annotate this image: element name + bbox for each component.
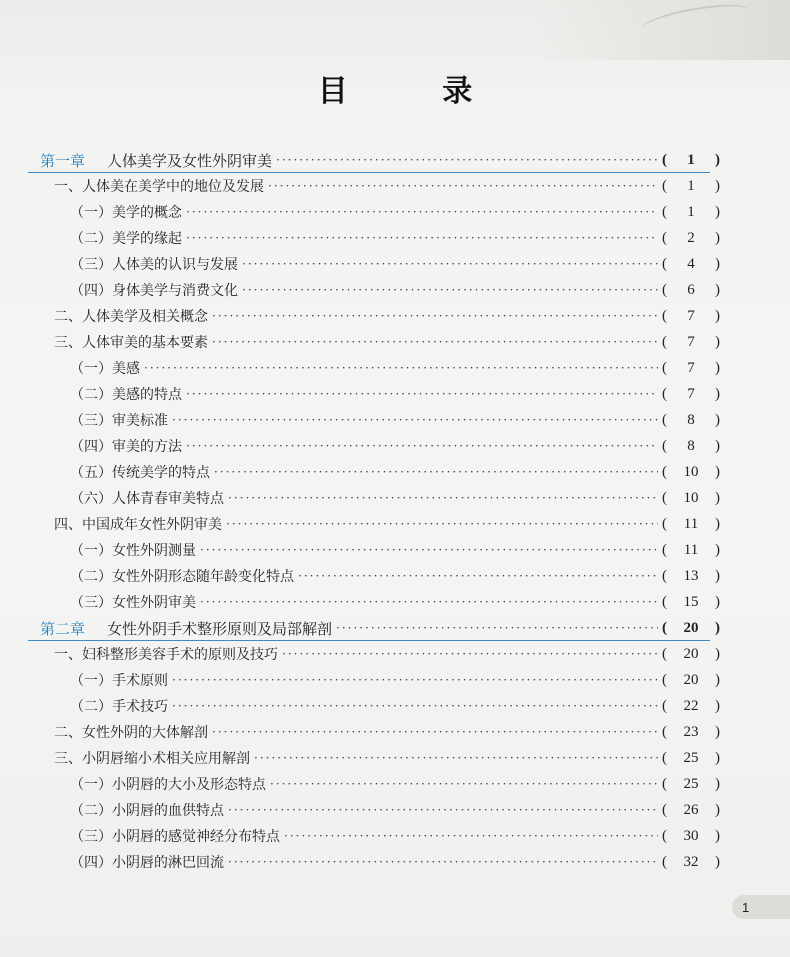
page-value: 10 bbox=[683, 489, 699, 506]
dot-leader bbox=[172, 413, 658, 427]
toc-subsection-entry[interactable] bbox=[70, 826, 720, 846]
toc-subsection-entry[interactable] bbox=[70, 384, 720, 404]
page-value: 11 bbox=[683, 541, 699, 558]
toc-subsection-entry[interactable] bbox=[70, 436, 720, 456]
page-value: 13 bbox=[683, 567, 699, 584]
toc-entry-label: 二、人体美学及相关概念 bbox=[54, 309, 208, 325]
paren-open: ( bbox=[662, 411, 667, 428]
paren-close: ) bbox=[715, 411, 720, 428]
paren-open: ( bbox=[662, 203, 667, 220]
paren-open: ( bbox=[662, 359, 667, 376]
dot-leader bbox=[214, 465, 658, 479]
dot-leader bbox=[226, 517, 658, 531]
dot-leader bbox=[336, 621, 658, 635]
dot-leader bbox=[212, 309, 658, 323]
page-value: 20 bbox=[683, 671, 699, 688]
page-value: 7 bbox=[687, 333, 695, 350]
toc-entry-label: （五）传统美学的特点 bbox=[70, 465, 210, 481]
toc-page-number bbox=[662, 854, 720, 871]
toc-subsection-entry[interactable] bbox=[70, 696, 720, 716]
toc-page-number bbox=[662, 516, 720, 533]
paren-open: ( bbox=[662, 827, 667, 844]
toc-entry-label: （三）人体美的认识与发展 bbox=[70, 257, 238, 273]
toc-subsection-entry[interactable] bbox=[70, 592, 720, 612]
toc-page-number bbox=[662, 464, 720, 481]
page-value: 15 bbox=[683, 593, 699, 610]
paren-open: ( bbox=[662, 151, 667, 168]
dot-leader bbox=[254, 751, 658, 765]
paren-open: ( bbox=[662, 775, 667, 792]
toc-page-number bbox=[662, 256, 720, 273]
paren-close: ) bbox=[715, 229, 720, 246]
paren-open: ( bbox=[662, 385, 667, 402]
toc-section-entry[interactable] bbox=[54, 306, 720, 326]
dot-leader bbox=[172, 699, 658, 713]
toc-page-number bbox=[662, 698, 720, 715]
toc-entry-label: （二）女性外阴形态随年龄变化特点 bbox=[70, 569, 294, 585]
dot-leader bbox=[144, 361, 658, 375]
toc-entry-label: （六）人体青春审美特点 bbox=[70, 491, 224, 507]
dot-leader bbox=[212, 725, 658, 739]
toc-subsection-entry[interactable] bbox=[70, 488, 720, 508]
toc-page-number bbox=[662, 620, 720, 637]
toc-entry-label: （一）小阴唇的大小及形态特点 bbox=[70, 777, 266, 793]
toc-page-number bbox=[662, 802, 720, 819]
branch-icon bbox=[639, 0, 751, 39]
page-value: 25 bbox=[683, 775, 699, 792]
dot-leader bbox=[228, 491, 658, 505]
page-value: 23 bbox=[683, 723, 699, 740]
toc-page-number bbox=[662, 230, 720, 247]
paren-open: ( bbox=[662, 229, 667, 246]
paren-open: ( bbox=[662, 177, 667, 194]
paren-close: ) bbox=[715, 489, 720, 506]
dot-leader bbox=[228, 803, 658, 817]
toc-section-entry[interactable] bbox=[54, 514, 720, 534]
dot-leader bbox=[200, 595, 658, 609]
dot-leader bbox=[242, 257, 658, 271]
dot-leader bbox=[212, 335, 658, 349]
page-value: 26 bbox=[683, 801, 699, 818]
paren-open: ( bbox=[662, 801, 667, 818]
chapter-number: 第一章 bbox=[40, 151, 86, 170]
paren-close: ) bbox=[715, 749, 720, 766]
paren-open: ( bbox=[662, 593, 667, 610]
paren-close: ) bbox=[715, 827, 720, 844]
paren-open: ( bbox=[662, 645, 667, 662]
page-value: 8 bbox=[687, 411, 695, 428]
toc-entry-label: 三、小阴唇缩小术相关应用解剖 bbox=[54, 751, 250, 767]
page-value: 1 bbox=[687, 203, 695, 220]
toc-entry-label: （一）美感 bbox=[70, 361, 140, 377]
page-value: 6 bbox=[687, 281, 695, 298]
toc-page-number bbox=[662, 282, 720, 299]
page-value: 22 bbox=[683, 697, 699, 714]
paren-close: ) bbox=[715, 775, 720, 792]
paren-close: ) bbox=[715, 385, 720, 402]
toc-entry-label: 人体美学及女性外阴审美 bbox=[107, 151, 273, 170]
decorative-branch-graphic bbox=[530, 0, 790, 60]
toc-subsection-entry[interactable] bbox=[70, 202, 720, 222]
chapter-number: 第二章 bbox=[40, 619, 86, 638]
page-value: 25 bbox=[683, 749, 699, 766]
page-value: 7 bbox=[687, 385, 695, 402]
toc-entry-label: （一）手术原则 bbox=[70, 673, 168, 689]
paren-close: ) bbox=[715, 177, 720, 194]
paren-open: ( bbox=[662, 307, 667, 324]
toc-page-number bbox=[662, 724, 720, 741]
toc-entry-label: （二）美学的缘起 bbox=[70, 231, 182, 247]
toc-subsection-entry[interactable] bbox=[70, 566, 720, 586]
toc-entry-label: （二）手术技巧 bbox=[70, 699, 168, 715]
toc-section-entry[interactable] bbox=[54, 644, 720, 664]
paren-close: ) bbox=[715, 671, 720, 688]
paren-close: ) bbox=[715, 333, 720, 350]
paren-close: ) bbox=[715, 151, 720, 168]
dot-leader bbox=[186, 387, 658, 401]
toc-entry-label: 一、妇科整形美容手术的原则及技巧 bbox=[54, 647, 278, 663]
paren-open: ( bbox=[662, 723, 667, 740]
paren-close: ) bbox=[715, 359, 720, 376]
toc-page-number bbox=[662, 646, 720, 663]
paren-open: ( bbox=[662, 255, 667, 272]
paren-open: ( bbox=[662, 567, 667, 584]
paren-open: ( bbox=[662, 749, 667, 766]
paren-close: ) bbox=[715, 307, 720, 324]
page-value: 30 bbox=[683, 827, 699, 844]
toc-page-number bbox=[662, 204, 720, 221]
toc-page-number bbox=[662, 828, 720, 845]
toc-page-number bbox=[662, 542, 720, 559]
toc-entry-label: （二）美感的特点 bbox=[70, 387, 182, 403]
toc-page-number bbox=[662, 594, 720, 611]
dot-leader bbox=[276, 153, 658, 167]
toc-page-number bbox=[662, 334, 720, 351]
toc-chapter-entry[interactable] bbox=[40, 618, 720, 638]
page-value: 8 bbox=[687, 437, 695, 454]
toc-entry-label: （一）美学的概念 bbox=[70, 205, 182, 221]
toc-page-number bbox=[662, 490, 720, 507]
toc-entry-label: 四、中国成年女性外阴审美 bbox=[54, 517, 222, 533]
paren-close: ) bbox=[715, 723, 720, 740]
paren-close: ) bbox=[715, 463, 720, 480]
paren-close: ) bbox=[714, 515, 720, 532]
toc-page-number bbox=[662, 672, 720, 689]
paren-open: ( bbox=[662, 437, 667, 454]
paren-open: ( bbox=[662, 853, 667, 870]
dot-leader bbox=[186, 439, 658, 453]
toc-entry-label: 二、女性外阴的大体解剖 bbox=[54, 725, 208, 741]
toc-subsection-entry[interactable] bbox=[70, 228, 720, 248]
dot-leader bbox=[172, 673, 658, 687]
paren-close: ) bbox=[715, 619, 720, 636]
toc-subsection-entry[interactable] bbox=[70, 774, 720, 794]
dot-leader bbox=[242, 283, 658, 297]
page-title: 目 录 bbox=[317, 74, 515, 109]
page-value: 7 bbox=[687, 359, 695, 376]
toc-page-number bbox=[662, 412, 720, 429]
toc-section-entry[interactable] bbox=[54, 722, 720, 742]
toc-page-number bbox=[662, 750, 720, 767]
paren-close: ) bbox=[715, 593, 720, 610]
toc-subsection-entry[interactable] bbox=[70, 280, 720, 300]
page-number: 1 bbox=[732, 895, 790, 919]
toc-chapter-entry[interactable] bbox=[40, 150, 720, 170]
dot-leader bbox=[186, 205, 658, 219]
paren-open: ( bbox=[662, 489, 667, 506]
toc-page-number bbox=[662, 178, 720, 195]
page-value: 11 bbox=[683, 515, 699, 532]
paren-open: ( bbox=[662, 333, 667, 350]
dot-leader bbox=[228, 855, 658, 869]
page-value: 20 bbox=[683, 645, 699, 662]
toc-page-number bbox=[662, 568, 720, 585]
toc-entry-label: （三）审美标准 bbox=[70, 413, 168, 429]
toc-subsection-entry[interactable] bbox=[70, 670, 720, 690]
paren-open: ( bbox=[662, 281, 667, 298]
page-value: 4 bbox=[687, 255, 695, 272]
paren-close: ) bbox=[715, 567, 720, 584]
paren-open: ( bbox=[662, 515, 667, 532]
toc-entry-label: （三）小阴唇的感觉神经分布特点 bbox=[70, 829, 280, 845]
chapter-rule-line bbox=[28, 172, 710, 173]
paren-open: ( bbox=[662, 619, 667, 636]
paren-close: ) bbox=[715, 697, 720, 714]
toc-page-number bbox=[662, 386, 720, 403]
toc-subsection-entry[interactable] bbox=[70, 358, 720, 378]
paren-close: ) bbox=[715, 801, 720, 818]
toc-entry-label: （三）女性外阴审美 bbox=[70, 595, 196, 611]
paren-open: ( bbox=[662, 671, 667, 688]
dot-leader bbox=[186, 231, 658, 245]
toc-entry-label: （一）女性外阴测量 bbox=[70, 543, 196, 559]
paren-close: ) bbox=[714, 541, 720, 558]
toc-section-entry[interactable] bbox=[54, 176, 720, 196]
page-value: 7 bbox=[687, 307, 695, 324]
page-value: 32 bbox=[683, 853, 699, 870]
page-value: 10 bbox=[683, 463, 699, 480]
dot-leader bbox=[284, 829, 658, 843]
toc-section-entry[interactable] bbox=[54, 748, 720, 768]
toc-page-number bbox=[662, 152, 720, 169]
dot-leader bbox=[298, 569, 658, 583]
dot-leader bbox=[270, 777, 658, 791]
toc-page-number bbox=[662, 438, 720, 455]
toc-page-number bbox=[662, 776, 720, 793]
toc-entry-label: 女性外阴手术整形原则及局部解剖 bbox=[107, 619, 333, 638]
toc-entry-label: （二）小阴唇的血供特点 bbox=[70, 803, 224, 819]
paren-open: ( bbox=[662, 541, 667, 558]
toc-page-number bbox=[662, 308, 720, 325]
paren-close: ) bbox=[715, 853, 720, 870]
paren-close: ) bbox=[715, 645, 720, 662]
toc-entry-label: （四）身体美学与消费文化 bbox=[70, 283, 238, 299]
paren-close: ) bbox=[715, 281, 720, 298]
toc-entry-label: （四）审美的方法 bbox=[70, 439, 182, 455]
toc-entry-label: （四）小阴唇的淋巴回流 bbox=[70, 855, 224, 871]
toc-subsection-entry[interactable] bbox=[70, 410, 720, 430]
page-value: 1 bbox=[687, 177, 695, 194]
toc-subsection-entry[interactable] bbox=[70, 852, 720, 872]
toc-page-number bbox=[662, 360, 720, 377]
dot-leader bbox=[200, 543, 658, 557]
paren-close: ) bbox=[715, 203, 720, 220]
page-value: 20 bbox=[683, 619, 699, 636]
dot-leader bbox=[282, 647, 658, 661]
paren-close: ) bbox=[715, 437, 720, 454]
dot-leader bbox=[268, 179, 658, 193]
chapter-rule-line bbox=[28, 640, 710, 641]
toc-entry-label: 三、人体审美的基本要素 bbox=[54, 335, 208, 351]
toc-subsection-entry[interactable] bbox=[70, 254, 720, 274]
toc-subsection-entry[interactable] bbox=[70, 800, 720, 820]
paren-open: ( bbox=[662, 697, 667, 714]
page-value: 1 bbox=[687, 151, 695, 168]
toc-entry-label: 一、人体美在美学中的地位及发展 bbox=[54, 179, 264, 195]
toc-section-entry[interactable] bbox=[54, 332, 720, 352]
paren-close: ) bbox=[715, 255, 720, 272]
paren-open: ( bbox=[662, 463, 667, 480]
toc-subsection-entry[interactable] bbox=[70, 462, 720, 482]
toc-subsection-entry[interactable] bbox=[70, 540, 720, 560]
page-value: 2 bbox=[687, 229, 695, 246]
